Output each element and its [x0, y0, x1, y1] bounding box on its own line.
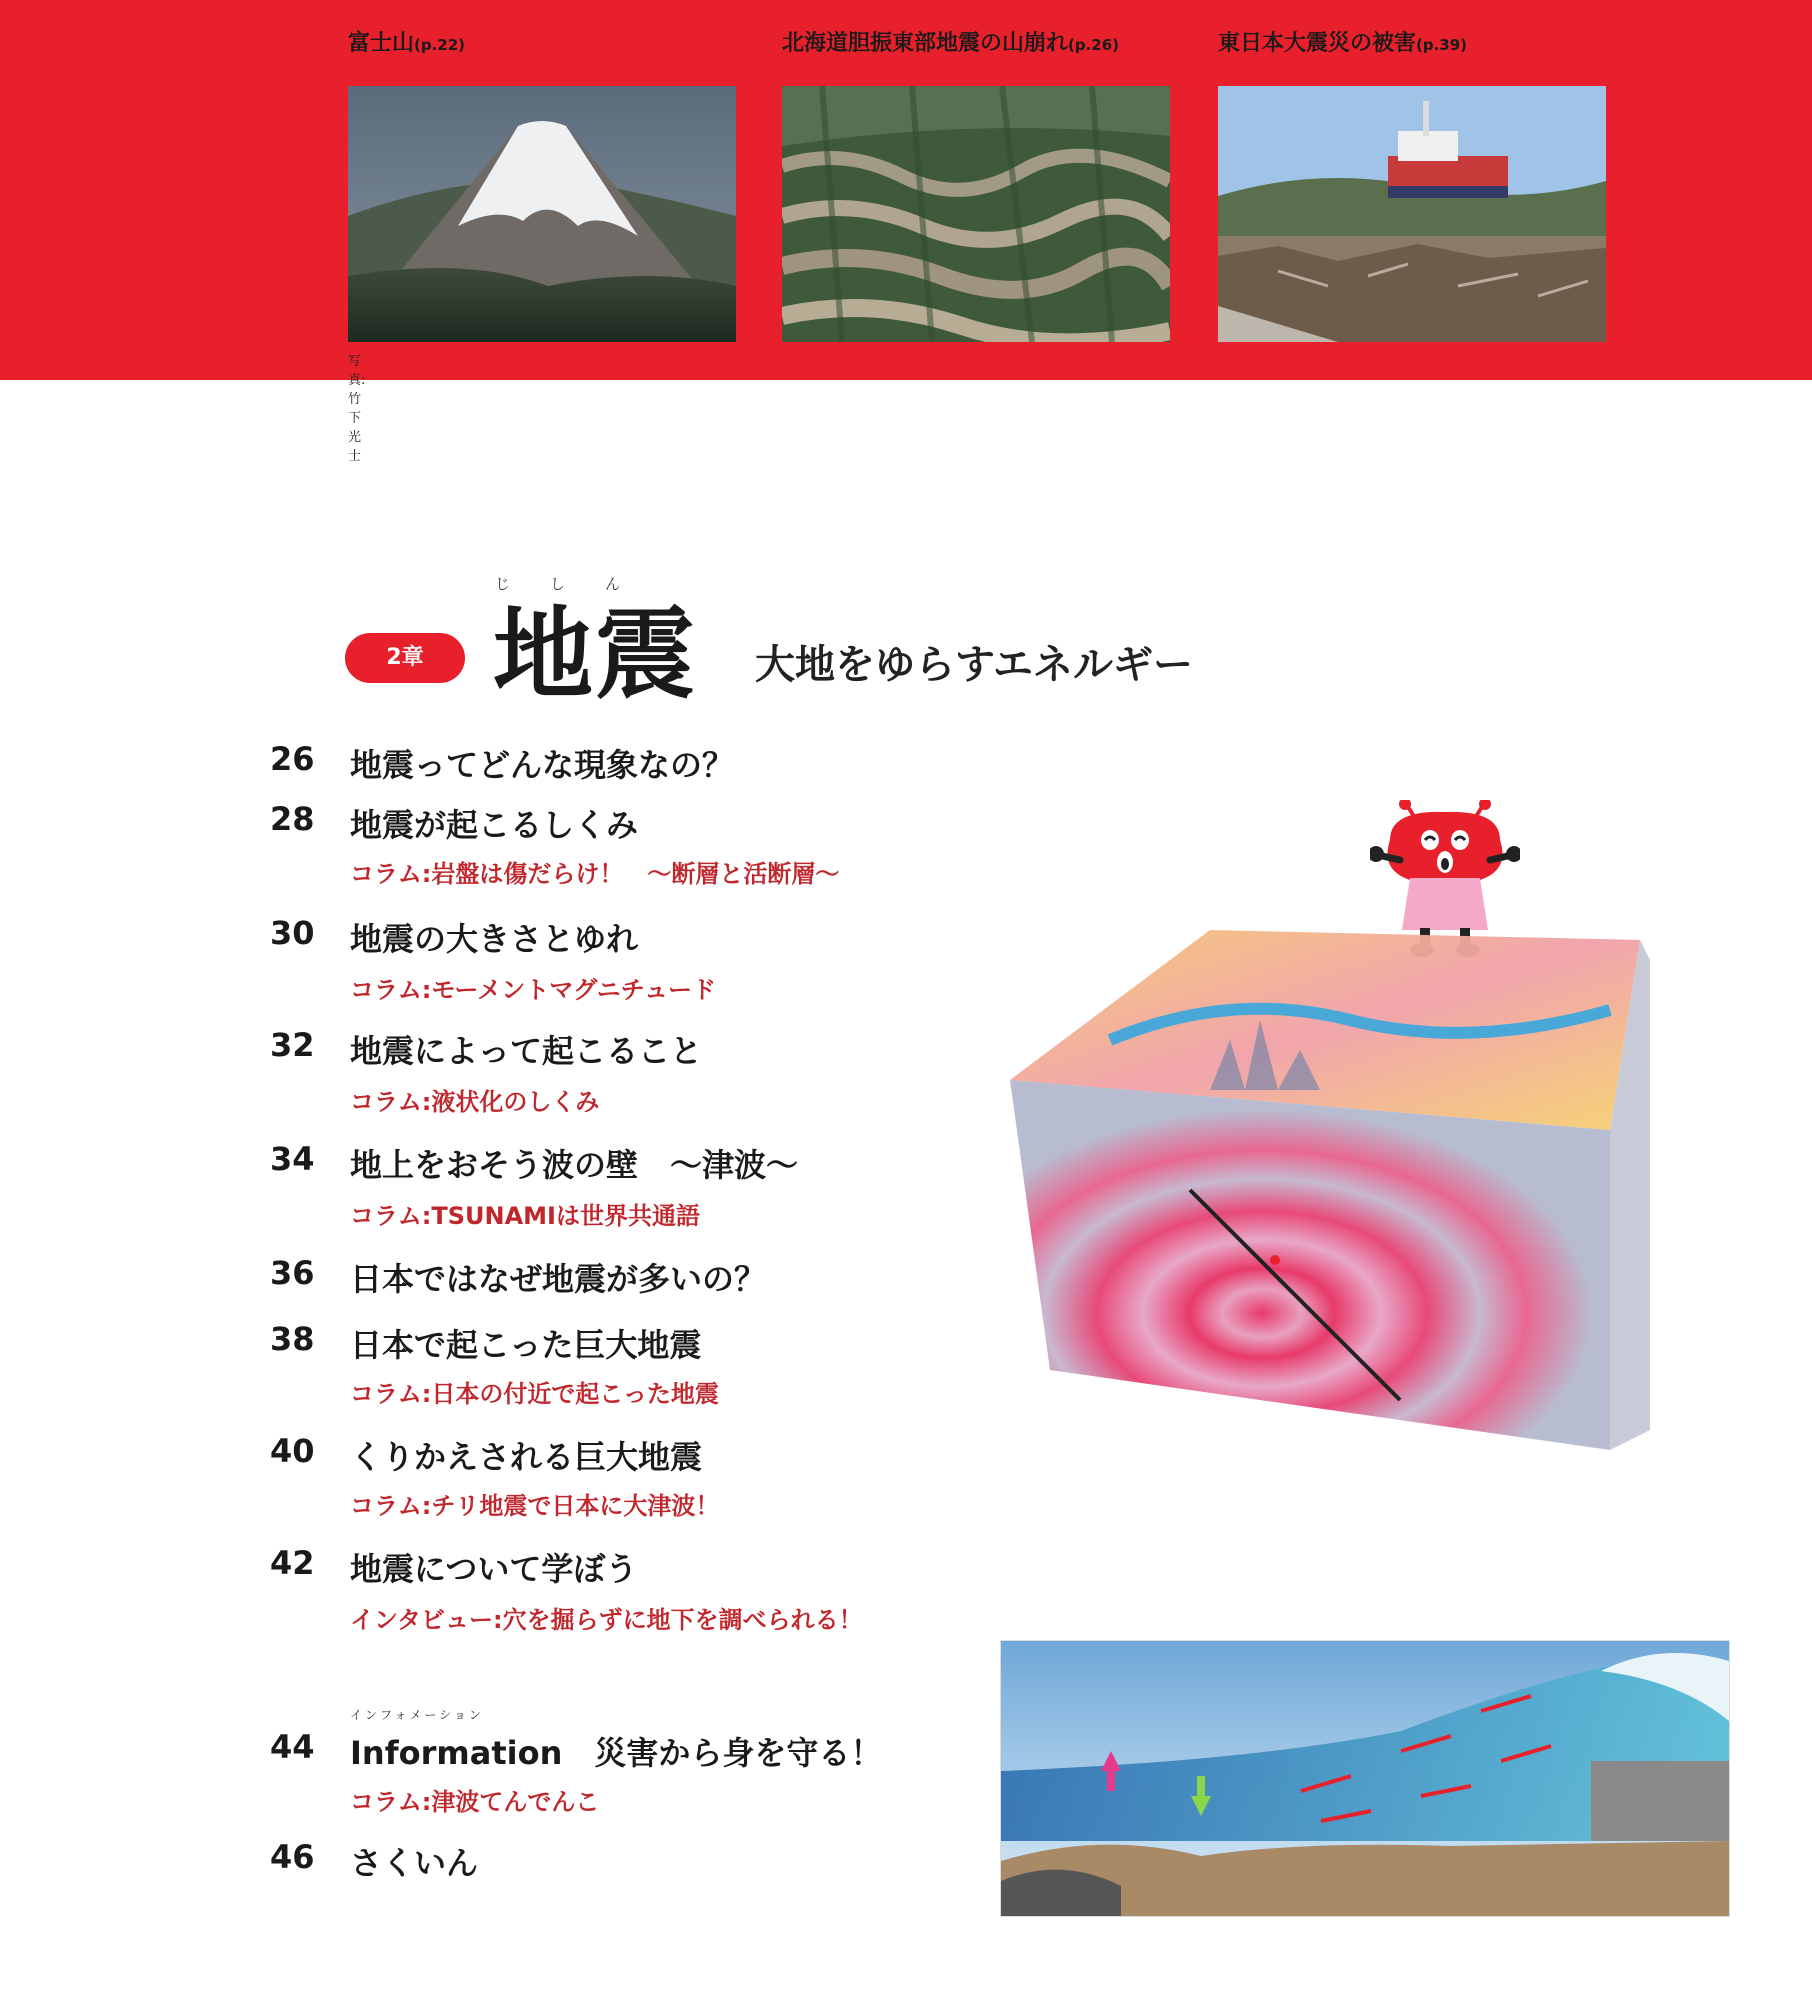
toc-title[interactable]: さくいん — [350, 1844, 479, 1882]
toc-page-number: 26 — [270, 740, 315, 778]
tohoku-disaster-photo — [1218, 86, 1606, 342]
photo-page: (p.39) — [1416, 36, 1468, 54]
information-ruby: インフォメーション — [350, 1708, 484, 1722]
toc-page-number: 40 — [270, 1432, 315, 1470]
toc-title[interactable]: Information 災害から身を守る！ — [350, 1734, 883, 1772]
toc-page-number: 32 — [270, 1026, 315, 1064]
toc-column[interactable]: コラム:TSUNAMIは世界共通語 — [350, 1202, 700, 1230]
toc-title[interactable]: 地震について学ぼう — [350, 1550, 638, 1588]
toc-title[interactable]: 日本ではなぜ地震が多いの？ — [350, 1260, 767, 1298]
toc-title[interactable]: 地震が起こるしくみ — [350, 806, 639, 844]
landslide-photo — [782, 86, 1170, 342]
toc-title[interactable]: 地震によって起こること — [350, 1032, 703, 1070]
toc-page-number: 34 — [270, 1140, 315, 1178]
toc-column[interactable]: インタビュー:穴を掘らずに地下を調べられる！ — [350, 1606, 863, 1634]
chapter-subtitle: 大地をゆらすエネルギー — [755, 642, 1193, 688]
chapter-ruby: じしん — [495, 575, 661, 593]
toc-page-number: 42 — [270, 1544, 315, 1582]
toc-title[interactable]: 地上をおそう波の壁 ～津波～ — [350, 1146, 799, 1184]
chapter-badge: 2章 — [345, 633, 465, 683]
toc-column[interactable]: コラム:日本の付近で起こった地震 — [350, 1380, 719, 1408]
photo-page: (p.26) — [1068, 36, 1120, 54]
mount-fuji-photo — [348, 86, 736, 342]
toc-title[interactable]: 日本で起こった巨大地震 — [350, 1326, 702, 1364]
photo-caption: 富士山 — [348, 31, 415, 56]
toc-column[interactable]: コラム:津波てんでんこ — [350, 1788, 600, 1816]
toc-page-number: 44 — [270, 1728, 315, 1766]
photo-caption: 北海道胆振東部地震の山崩れ — [782, 31, 1069, 56]
toc-page-number: 38 — [270, 1320, 315, 1358]
toc-title[interactable]: 地震ってどんな現象なの？ — [350, 746, 735, 784]
toc-page-number: 46 — [270, 1838, 315, 1876]
toc-column[interactable]: コラム:岩盤は傷だらけ！ ～断層と活断層～ — [350, 860, 840, 888]
tsunami-diagram-illustration — [1000, 1640, 1730, 1917]
toc-column[interactable]: コラム:モーメントマグニチュード — [350, 976, 716, 1004]
toc-column[interactable]: コラム:液状化のしくみ — [350, 1088, 600, 1116]
toc-title[interactable]: くりかえされる巨大地震 — [350, 1438, 703, 1476]
photo-credit: 写真:竹下光士 — [348, 354, 366, 464]
toc-page-number: 36 — [270, 1254, 315, 1292]
chapter-title: 地震 — [493, 596, 697, 713]
earthquake-cross-section-illustration — [1010, 930, 1650, 1450]
photo-caption: 東日本大震災の被害 — [1218, 31, 1417, 56]
toc-page-number: 30 — [270, 914, 315, 952]
toc-title[interactable]: 地震の大きさとゆれ — [350, 920, 639, 958]
photo-page: (p.22) — [414, 36, 466, 54]
toc-column[interactable]: コラム:チリ地震で日本に大津波！ — [350, 1492, 720, 1520]
toc-page-number: 28 — [270, 800, 315, 838]
